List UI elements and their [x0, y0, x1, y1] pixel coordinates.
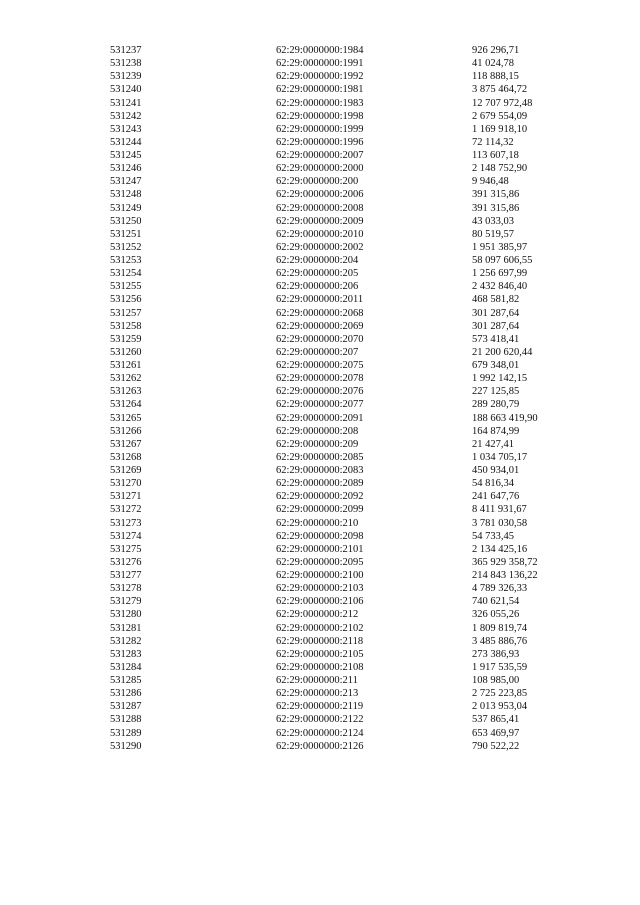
cadastral-number: 62:29:0000000:213	[276, 688, 359, 700]
table-row	[0, 83, 640, 96]
table-row	[0, 687, 640, 700]
cadastral-value: 537 865,41	[472, 714, 520, 726]
cadastral-value: 289 280,79	[472, 399, 520, 411]
cadastral-number: 62:29:0000000:2099	[276, 504, 364, 516]
table-row	[0, 464, 640, 477]
cadastral-number: 62:29:0000000:2083	[276, 465, 364, 476]
row-number: 531272	[110, 504, 142, 516]
table-row	[0, 700, 640, 713]
cadastral-value: 4 789 326,33	[472, 583, 528, 595]
cadastral-value: 80 519,57	[472, 228, 514, 240]
row-number: 531266	[110, 425, 142, 437]
table-row	[0, 149, 640, 162]
cadastral-number: 62:29:0000000:2010	[276, 228, 364, 240]
row-number: 531241	[110, 97, 142, 109]
cadastral-value: 1 256 697,99	[472, 268, 528, 280]
cadastral-number: 62:29:0000000:2085	[276, 451, 364, 463]
cadastral-number: 62:29:0000000:2068	[276, 307, 364, 319]
cadastral-number: 62:29:0000000:1983	[276, 97, 364, 109]
cadastral-number: 62:29:0000000:1996	[276, 136, 364, 148]
row-number: 531287	[110, 701, 142, 713]
cadastral-number: 62:29:0000000:206	[276, 281, 359, 293]
cadastral-number: 62:29:0000000:2100	[276, 570, 364, 581]
table-row	[0, 569, 640, 582]
table-row	[0, 70, 640, 83]
cadastral-number: 62:29:0000000:212	[276, 609, 359, 621]
cadastral-value: 227 125,85	[472, 386, 520, 398]
cadastral-value: 450 934,01	[472, 465, 520, 476]
row-number: 531242	[110, 110, 142, 122]
cadastral-value: 273 386,93	[472, 648, 520, 660]
row-number: 531276	[110, 556, 142, 568]
row-number: 531265	[110, 412, 142, 424]
cadastral-value: 113 607,18	[472, 150, 519, 161]
table-row	[0, 608, 640, 621]
row-number: 531268	[110, 451, 142, 463]
table-row	[0, 202, 640, 215]
table-row	[0, 713, 640, 726]
table-row	[0, 215, 640, 228]
table-row	[0, 595, 640, 608]
cadastral-value: 214 843 136,22	[472, 570, 538, 581]
cadastral-number: 62:29:0000000:2098	[276, 530, 364, 542]
cadastral-value: 2 725 223,85	[472, 688, 528, 700]
table-row	[0, 175, 640, 188]
row-number: 531254	[110, 268, 142, 280]
table-row	[0, 293, 640, 306]
cadastral-value: 468 581,82	[472, 294, 520, 306]
cadastral-value: 926 296,71	[472, 45, 520, 56]
cadastral-value: 1 809 819,74	[472, 622, 528, 634]
cadastral-value: 2 148 752,90	[472, 163, 528, 175]
table-row	[0, 740, 640, 753]
cadastral-value: 1 034 705,17	[472, 451, 528, 463]
cadastral-value: 21 427,41	[472, 438, 514, 450]
table-row	[0, 438, 640, 451]
cadastral-value: 391 315,86	[472, 189, 520, 201]
cadastral-value: 2 013 953,04	[472, 701, 528, 713]
row-number: 531255	[110, 281, 142, 293]
row-number: 531280	[110, 609, 142, 621]
cadastral-number: 62:29:0000000:2105	[276, 648, 364, 660]
cadastral-number: 62:29:0000000:2075	[276, 360, 364, 371]
cadastral-value: 365 929 358,72	[472, 556, 538, 568]
table-row	[0, 97, 640, 110]
row-number: 531248	[110, 189, 142, 201]
cadastral-value: 54 733,45	[472, 530, 514, 542]
cadastral-value: 1 992 142,15	[472, 373, 528, 385]
row-number: 531257	[110, 307, 142, 319]
cadastral-number: 62:29:0000000:2077	[276, 399, 364, 411]
cadastral-number: 62:29:0000000:2095	[276, 556, 364, 568]
cadastral-value: 188 663 419,90	[472, 412, 538, 424]
row-number: 531246	[110, 163, 142, 175]
cadastral-number: 62:29:0000000:1998	[276, 110, 364, 122]
table-row	[0, 477, 640, 490]
row-number: 531251	[110, 228, 142, 240]
cadastral-value: 1 951 385,97	[472, 241, 528, 253]
cadastral-number: 62:29:0000000:2000	[276, 163, 364, 175]
table-row	[0, 228, 640, 241]
table-row	[0, 425, 640, 438]
table-row	[0, 162, 640, 175]
table-row	[0, 412, 640, 425]
row-number: 531277	[110, 570, 142, 581]
row-number: 531283	[110, 648, 142, 660]
table-row	[0, 385, 640, 398]
table-row	[0, 556, 640, 569]
cadastral-value: 679 348,01	[472, 360, 520, 371]
cadastral-number: 62:29:0000000:2126	[276, 740, 364, 752]
cadastral-value: 2 432 846,40	[472, 281, 528, 293]
cadastral-number: 62:29:0000000:207	[276, 346, 359, 358]
cadastral-number: 62:29:0000000:2092	[276, 491, 364, 503]
table-row	[0, 57, 640, 70]
cadastral-number: 62:29:0000000:1981	[276, 84, 364, 96]
cadastral-number: 62:29:0000000:205	[276, 268, 359, 280]
cadastral-number: 62:29:0000000:1992	[276, 71, 364, 83]
table-row	[0, 267, 640, 280]
row-number: 531264	[110, 399, 142, 411]
row-number: 531262	[110, 373, 142, 385]
cadastral-number: 62:29:0000000:1999	[276, 123, 364, 135]
row-number: 531260	[110, 346, 142, 358]
cadastral-number: 62:29:0000000:211	[276, 675, 358, 686]
table-row	[0, 490, 640, 503]
cadastral-number: 62:29:0000000:2119	[276, 701, 364, 713]
cadastral-number: 62:29:0000000:200	[276, 176, 359, 188]
row-number: 531281	[110, 622, 142, 634]
cadastral-value: 391 315,86	[472, 202, 520, 214]
cadastral-number: 62:29:0000000:2007	[276, 150, 364, 161]
cadastral-number: 62:29:0000000:2002	[276, 241, 364, 253]
table-row	[0, 372, 640, 385]
cadastral-value: 108 985,00	[472, 675, 520, 686]
cadastral-value: 8 411 931,67	[472, 504, 527, 516]
row-number: 531239	[110, 71, 142, 83]
cadastral-number: 62:29:0000000:2091	[276, 412, 364, 424]
table-row	[0, 582, 640, 595]
table-row	[0, 110, 640, 123]
row-number: 531269	[110, 465, 142, 476]
cadastral-value: 653 469,97	[472, 727, 520, 739]
table-row	[0, 530, 640, 543]
cadastral-value: 9 946,48	[472, 176, 509, 188]
cadastral-number: 62:29:0000000:2070	[276, 333, 364, 345]
table-row	[0, 503, 640, 516]
cadastral-value-table	[0, 44, 640, 753]
row-number: 531247	[110, 176, 142, 188]
cadastral-value: 573 418,41	[472, 333, 520, 345]
table-row	[0, 359, 640, 372]
row-number: 531289	[110, 727, 142, 739]
row-number: 531256	[110, 294, 142, 306]
row-number: 531286	[110, 688, 142, 700]
row-number: 531243	[110, 123, 142, 135]
table-row	[0, 451, 640, 464]
row-number: 531263	[110, 386, 142, 398]
table-row	[0, 320, 640, 333]
table-row	[0, 280, 640, 293]
row-number: 531252	[110, 241, 142, 253]
table-row	[0, 648, 640, 661]
row-number: 531273	[110, 517, 142, 529]
row-number: 531282	[110, 635, 142, 647]
cadastral-number: 62:29:0000000:2069	[276, 320, 364, 332]
cadastral-number: 62:29:0000000:2103	[276, 583, 364, 595]
cadastral-number: 62:29:0000000:1991	[276, 58, 364, 70]
table-row	[0, 543, 640, 556]
table-row	[0, 346, 640, 359]
cadastral-number: 62:29:0000000:2108	[276, 661, 364, 673]
table-row	[0, 635, 640, 648]
cadastral-value: 41 024,78	[472, 58, 514, 70]
cadastral-number: 62:29:0000000:2076	[276, 386, 364, 398]
cadastral-number: 62:29:0000000:208	[276, 425, 359, 437]
row-number: 531259	[110, 333, 142, 345]
row-number: 531284	[110, 661, 142, 673]
row-number: 531261	[110, 360, 142, 371]
cadastral-value: 301 287,64	[472, 320, 520, 332]
cadastral-number: 62:29:0000000:1984	[276, 45, 364, 56]
table-row	[0, 398, 640, 411]
cadastral-number: 62:29:0000000:2089	[276, 478, 364, 490]
cadastral-value: 72 114,32	[472, 136, 514, 148]
table-row	[0, 727, 640, 740]
row-number: 531271	[110, 491, 142, 503]
cadastral-value: 1 169 918,10	[472, 123, 528, 135]
table-row	[0, 622, 640, 635]
cadastral-value: 3 781 030,58	[472, 517, 528, 529]
cadastral-number: 62:29:0000000:2122	[276, 714, 364, 726]
cadastral-number: 62:29:0000000:2102	[276, 622, 364, 634]
cadastral-number: 62:29:0000000:2011	[276, 294, 364, 306]
table-row	[0, 674, 640, 687]
cadastral-value: 301 287,64	[472, 307, 520, 319]
cadastral-value: 241 647,76	[472, 491, 520, 503]
row-number: 531274	[110, 530, 142, 542]
row-number: 531267	[110, 438, 142, 450]
table-row	[0, 517, 640, 530]
row-number: 531270	[110, 478, 142, 490]
table-row	[0, 307, 640, 320]
cadastral-value: 21 200 620,44	[472, 346, 533, 358]
row-number: 531278	[110, 583, 142, 595]
row-number: 531238	[110, 58, 142, 70]
cadastral-value: 2 679 554,09	[472, 110, 528, 122]
cadastral-value: 58 097 606,55	[472, 255, 533, 266]
cadastral-value: 790 522,22	[472, 740, 520, 752]
cadastral-number: 62:29:0000000:2009	[276, 215, 364, 227]
row-number: 531244	[110, 136, 142, 148]
table-row	[0, 333, 640, 346]
table-row	[0, 44, 640, 57]
cadastral-number: 62:29:0000000:204	[276, 255, 359, 266]
cadastral-number: 62:29:0000000:210	[276, 517, 359, 529]
cadastral-value: 2 134 425,16	[472, 543, 528, 555]
row-number: 531290	[110, 740, 142, 752]
row-number: 531237	[110, 45, 142, 56]
cadastral-number: 62:29:0000000:2078	[276, 373, 364, 385]
table-row	[0, 661, 640, 674]
cadastral-value: 740 621,54	[472, 596, 520, 608]
row-number: 531275	[110, 543, 142, 555]
row-number: 531245	[110, 150, 142, 161]
cadastral-value: 12 707 972,48	[472, 97, 533, 109]
row-number: 531253	[110, 255, 142, 266]
cadastral-value: 54 816,34	[472, 478, 514, 490]
row-number: 531285	[110, 675, 142, 686]
table-row	[0, 123, 640, 136]
table-row	[0, 136, 640, 149]
row-number: 531249	[110, 202, 142, 214]
cadastral-value: 1 917 535,59	[472, 661, 528, 673]
cadastral-number: 62:29:0000000:2124	[276, 727, 364, 739]
cadastral-value: 164 874,99	[472, 425, 520, 437]
row-number: 531240	[110, 84, 142, 96]
cadastral-value: 3 485 886,76	[472, 635, 528, 647]
cadastral-value: 326 055,26	[472, 609, 520, 621]
row-number: 531288	[110, 714, 142, 726]
table-row	[0, 188, 640, 201]
row-number: 531258	[110, 320, 142, 332]
cadastral-value: 118 888,15	[472, 71, 519, 83]
row-number: 531279	[110, 596, 142, 608]
cadastral-number: 62:29:0000000:2006	[276, 189, 364, 201]
cadastral-number: 62:29:0000000:2106	[276, 596, 364, 608]
cadastral-value: 3 875 464,72	[472, 84, 528, 96]
cadastral-value: 43 033,03	[472, 215, 514, 227]
cadastral-number: 62:29:0000000:2101	[276, 543, 364, 555]
row-number: 531250	[110, 215, 142, 227]
cadastral-number: 62:29:0000000:2008	[276, 202, 364, 214]
cadastral-number: 62:29:0000000:209	[276, 438, 359, 450]
cadastral-number: 62:29:0000000:2118	[276, 635, 364, 647]
table-row	[0, 241, 640, 254]
table-row	[0, 254, 640, 267]
